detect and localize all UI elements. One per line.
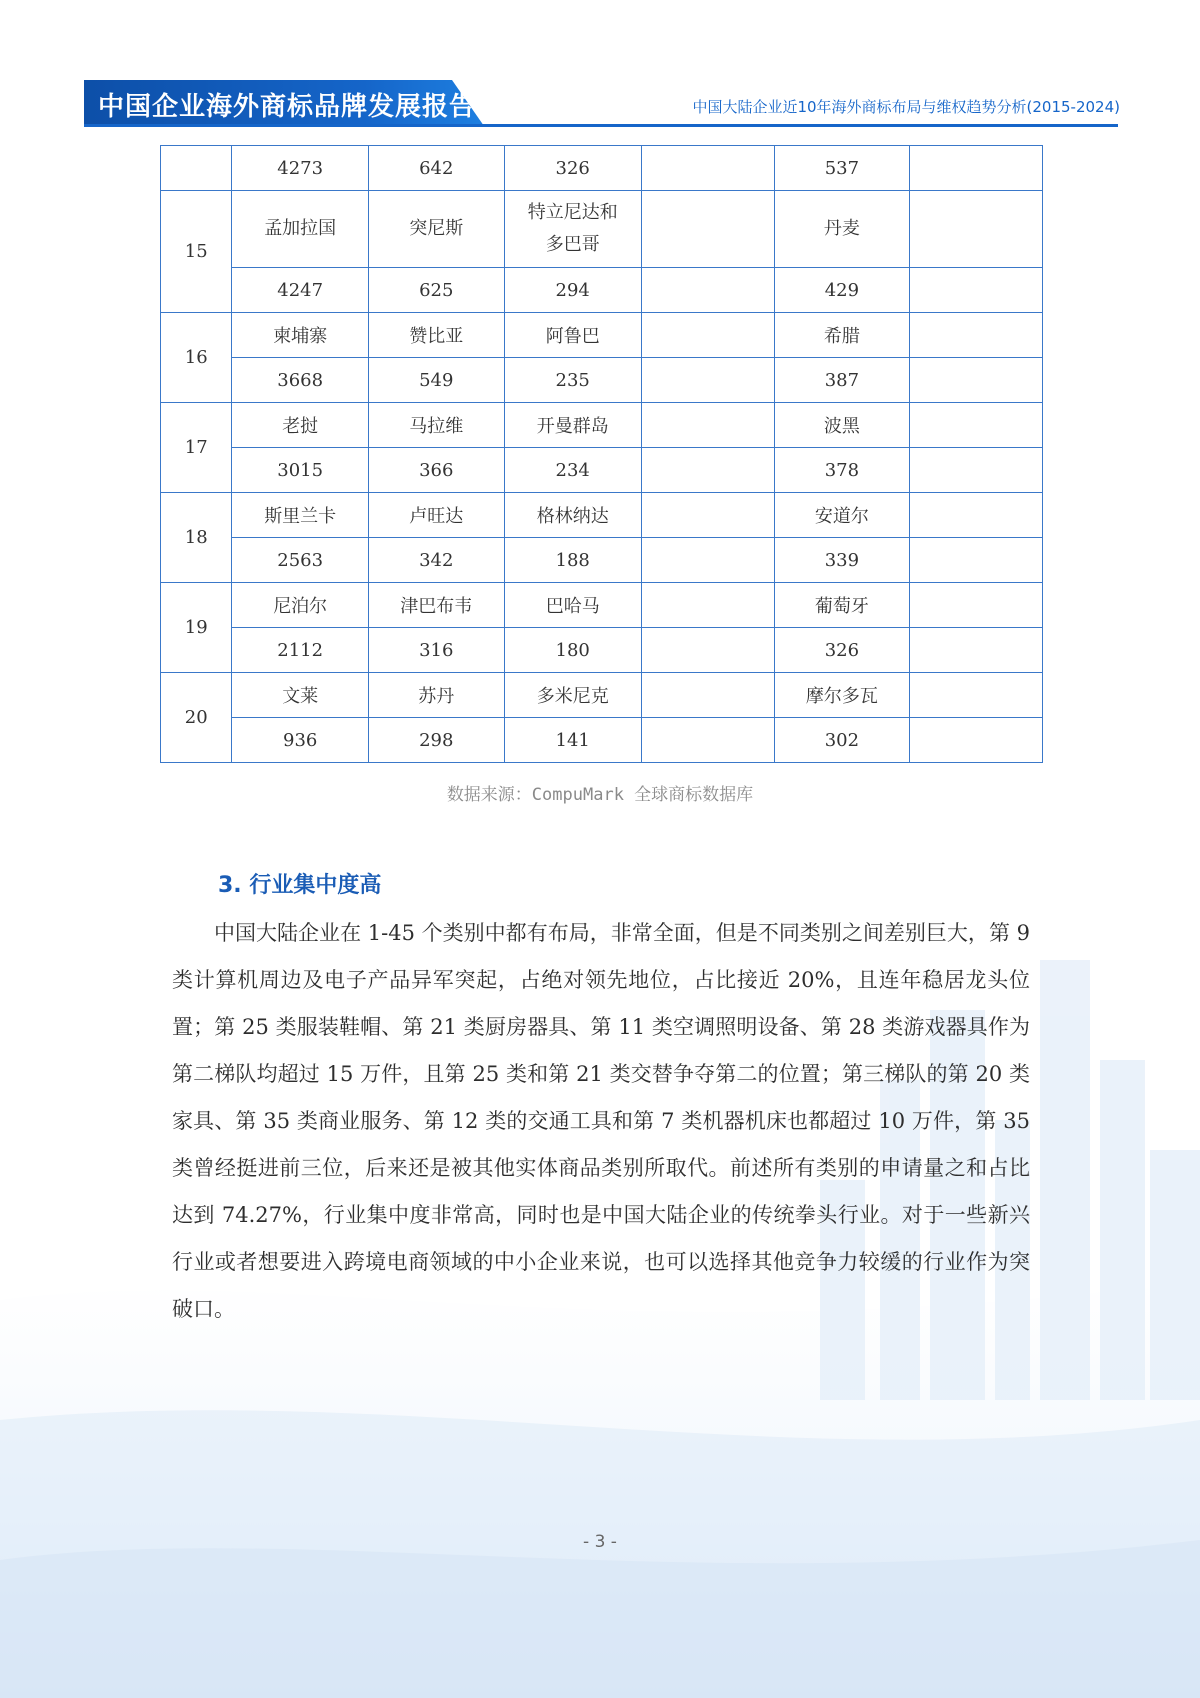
table-cell: 339	[774, 538, 910, 583]
table-row	[161, 146, 1043, 191]
table-cell	[910, 146, 1043, 191]
table-row	[161, 358, 1043, 403]
table-cell: 斯里兰卡	[232, 493, 369, 538]
table-cell	[910, 313, 1043, 358]
table-cell: 波黑	[774, 403, 910, 448]
table-cell: 188	[504, 538, 641, 583]
table-cell	[910, 191, 1043, 268]
table-cell: 387	[774, 358, 910, 403]
table-row	[161, 718, 1043, 763]
table-cell: 开曼群岛	[504, 403, 641, 448]
table-cell: 642	[368, 146, 504, 191]
table-cell: 苏丹	[368, 673, 504, 718]
table-cell	[641, 191, 774, 268]
table-row	[161, 673, 1043, 718]
table-cell	[910, 403, 1043, 448]
table-cell: 141	[504, 718, 641, 763]
table-cell	[641, 268, 774, 313]
table-cell: 葡萄牙	[774, 583, 910, 628]
table-cell: 298	[368, 718, 504, 763]
report-subtitle: 中国大陆企业近10年海外商标布局与维权趋势分析(2015-2024)	[692, 98, 1120, 116]
header-divider	[84, 124, 1118, 127]
table-cell: 摩尔多瓦	[774, 673, 910, 718]
report-title: 中国企业海外商标品牌发展报告	[98, 92, 477, 122]
table-cell	[641, 448, 774, 493]
table-cell	[641, 628, 774, 673]
table-cell: 津巴布韦	[368, 583, 504, 628]
table-cell: 2112	[232, 628, 369, 673]
table-cell: 234	[504, 448, 641, 493]
rank-cell: 16	[161, 313, 232, 403]
table-cell	[910, 583, 1043, 628]
table-cell: 326	[774, 628, 910, 673]
table-cell	[641, 538, 774, 583]
table-cell: 4273	[232, 146, 369, 191]
table-cell: 尼泊尔	[232, 583, 369, 628]
table-cell: 936	[232, 718, 369, 763]
rank-cell: 15	[161, 191, 232, 313]
table-cell: 366	[368, 448, 504, 493]
table-cell: 孟加拉国	[232, 191, 369, 268]
table-cell: 赞比亚	[368, 313, 504, 358]
table-cell	[910, 628, 1043, 673]
section-heading: 3. 行业集中度高	[218, 873, 382, 898]
table-cell	[641, 358, 774, 403]
page-number: - 3 -	[583, 1532, 617, 1552]
table-cell	[910, 718, 1043, 763]
table-row	[161, 448, 1043, 493]
table-cell	[910, 448, 1043, 493]
table-cell: 316	[368, 628, 504, 673]
table-row	[161, 313, 1043, 358]
table-cell: 235	[504, 358, 641, 403]
rank-cell: 18	[161, 493, 232, 583]
table-cell	[641, 583, 774, 628]
table-cell	[910, 673, 1043, 718]
table-cell	[641, 493, 774, 538]
table-row	[161, 493, 1043, 538]
table-cell: 马拉维	[368, 403, 504, 448]
rank-cell	[161, 146, 232, 191]
table-cell	[910, 493, 1043, 538]
table-cell: 突尼斯	[368, 191, 504, 268]
table-cell	[910, 538, 1043, 583]
table-cell: 429	[774, 268, 910, 313]
table-cell: 希腊	[774, 313, 910, 358]
table-cell: 特立尼达和多巴哥	[504, 191, 641, 268]
table-cell: 文莱	[232, 673, 369, 718]
table-cell: 2563	[232, 538, 369, 583]
table-cell	[641, 673, 774, 718]
table-cell: 多米尼克	[504, 673, 641, 718]
table-cell: 326	[504, 146, 641, 191]
data-source-note: 数据来源：CompuMark 全球商标数据库	[446, 785, 754, 805]
table-cell: 537	[774, 146, 910, 191]
table-row	[161, 628, 1043, 673]
table-cell: 180	[504, 628, 641, 673]
table-cell: 安道尔	[774, 493, 910, 538]
table-cell: 549	[368, 358, 504, 403]
table-cell	[641, 146, 774, 191]
table-cell: 3668	[232, 358, 369, 403]
country-ranking-table	[160, 145, 1043, 763]
table-cell: 柬埔寨	[232, 313, 369, 358]
table-cell: 阿鲁巴	[504, 313, 641, 358]
table-row	[161, 403, 1043, 448]
rank-cell: 20	[161, 673, 232, 763]
table-cell: 格林纳达	[504, 493, 641, 538]
rank-cell: 19	[161, 583, 232, 673]
rank-cell: 17	[161, 403, 232, 493]
table-cell: 625	[368, 268, 504, 313]
table-cell	[641, 403, 774, 448]
table-cell: 3015	[232, 448, 369, 493]
table-cell: 342	[368, 538, 504, 583]
table-row	[161, 268, 1043, 313]
table-cell: 378	[774, 448, 910, 493]
table-row	[161, 538, 1043, 583]
table-row	[161, 583, 1043, 628]
table-cell: 巴哈马	[504, 583, 641, 628]
table-row	[161, 191, 1043, 268]
table-cell	[910, 268, 1043, 313]
table-cell: 卢旺达	[368, 493, 504, 538]
table-cell: 294	[504, 268, 641, 313]
table-cell: 老挝	[232, 403, 369, 448]
body-paragraph: 中国大陆企业在 1-45 个类别中都有布局，非常全面，但是不同类别之间差别巨大，第 9 类计算机周边及电子产品异军突起，占绝对领先地位，占比接近 20%，且连年稳居龙头位置；第 25 类服装鞋帽、第 21 类厨房器具、第 11 类空调照明设备、第 28 类游戏器具作为第二梯队均超过 15 万件，且第 25 类和第 21 类交替争夺第二的位置；第三梯队的第 20 类家具、第 35 类商业服务、第 12 类的交通工具和第 7 类机器机床也都超过 10 万件，第 35 类曾经挺进前三位，后来还是被其他实体商品类别所取代。前述所有类别的申请量之和占比达到 74.27%，行业集中度非常高，同时也是中国大陆企业的传统拳头行业。对于一些新兴行业或者想要进入跨境电商领域的中小企业来说，也可以选择其他竞争力较缓的行业作为突破口。	[172, 921, 1030, 1321]
table-cell: 丹麦	[774, 191, 910, 268]
table-cell	[641, 718, 774, 763]
table-cell: 302	[774, 718, 910, 763]
table-cell	[641, 313, 774, 358]
table-cell: 4247	[232, 268, 369, 313]
table-cell	[910, 358, 1043, 403]
